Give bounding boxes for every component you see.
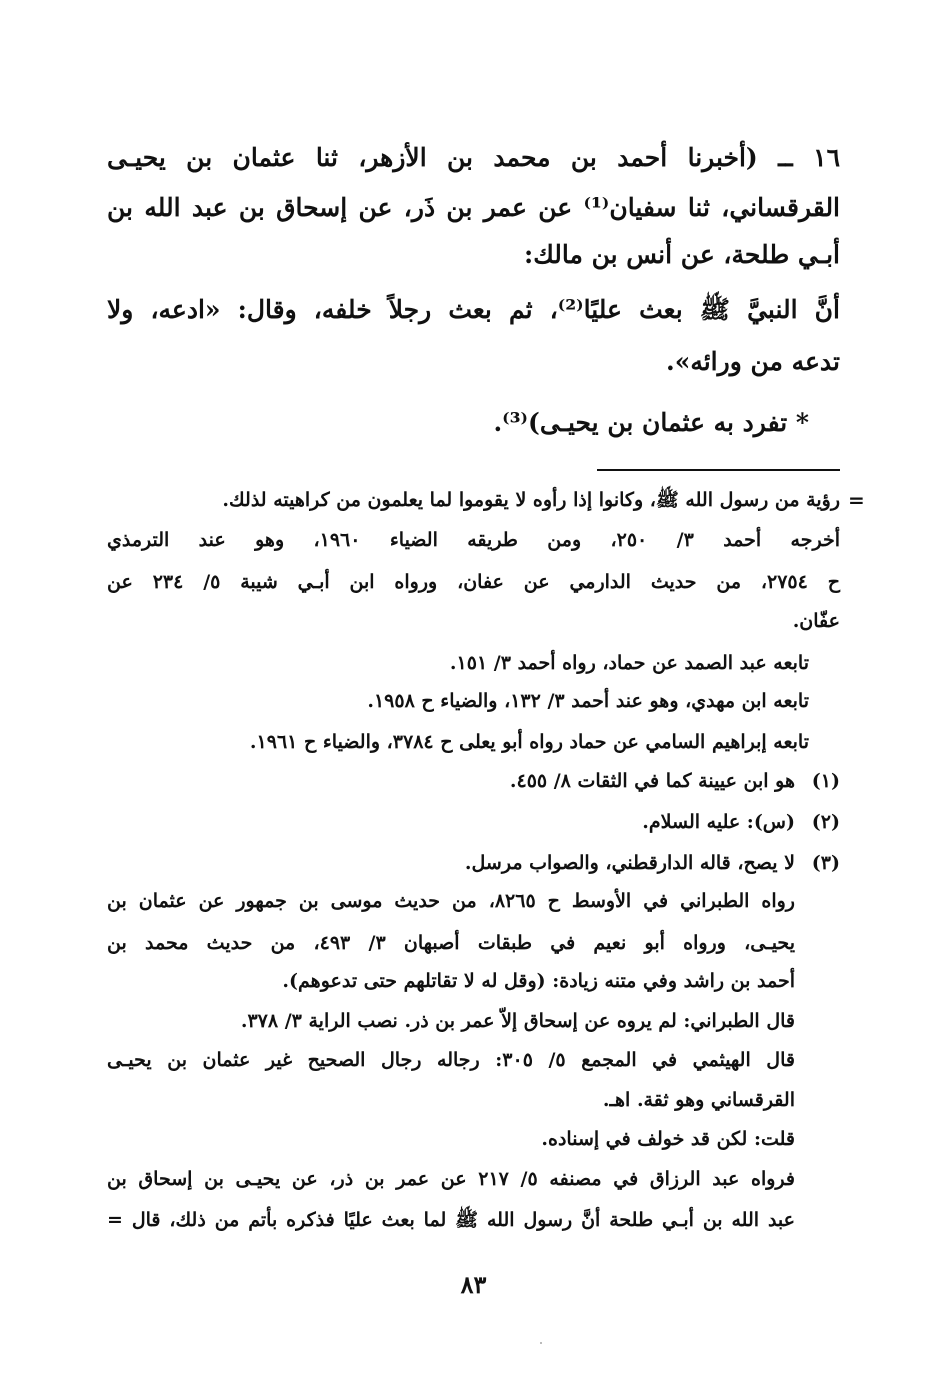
hadith-line-2: القرقساني، ثنا سفيان⁽¹⁾ عن عمر بن ذَر، عن إسحاق بن عبد الله بن (107, 193, 841, 222)
footnote-cont-line-7: تابعه إبراهيم السامي عن حماد رواه أبو يعلى ح ٣٧٨٤، والضياء ح ١٩٦١. (249, 731, 809, 753)
footnote-3-line-7: قلت: لكن قد خولف في إسناده. (541, 1128, 795, 1150)
hadith-line-4: أنَّ النبيَّ ﷺ بعث عليًا⁽²⁾، ثم بعث رجلاً خلفه، وقال: «ادعه، ولا (107, 295, 840, 324)
footnote-3-line-4: قال الطبراني: لم يروه عن إسحاق إلاّ عمر بن ذر. نصب الراية ٣/ ٣٧٨. (240, 1010, 795, 1032)
footnote-3-line-1: رواه الطبراني في الأوسط ح ٨٢٦٥، من حديث موسى بن جمهور عن عثمان بن (107, 890, 795, 912)
footnote-cont-line-3: ح ٢٧٥٤، من حديث الدارمي عن عفان، ورواه ابن أبـي شيبة ٥/ ٢٣٤ عن (107, 571, 840, 593)
footnote-cont-line-5: تابعه عبد الصمد عن حماد، رواه أحمد ٣/ ١٥١. (449, 652, 809, 674)
footnote-3-line-6: القرقساني وهو ثقة. اهـ. (602, 1089, 795, 1111)
footnote-3-line-8: فرواه عبد الرزاق في مصنفه ٥/ ٢١٧ عن عمر بن ذر، عن يحيـى بن إسحاق بن (107, 1168, 795, 1190)
footnote-text-3: لا يصح، قاله الدارقطني، والصواب مرسل. (464, 852, 795, 874)
footnote-text-2: (س): عليه السلام. (642, 811, 795, 833)
hadith-line-5: تدعه من ورائه». (665, 347, 840, 376)
footnote-3-line-5: قال الهيثمي في المجمع ٥/ ٣٠٥: رجاله رجال الصحيح غير عثمان بن يحيـى (107, 1049, 795, 1071)
footnote-number-3: (٣) (811, 852, 840, 874)
footnote-number-1: (١) (811, 770, 840, 792)
continuation-mark: = (848, 488, 865, 512)
footnote-3-line-9: عبد الله بن أبـي طلحة أنَّ رسول الله ﷺ لما بعث عليًا فذكره بأتم من ذلك، قال = (107, 1209, 795, 1231)
hadith-line-1: ١٦ ــ (أخبرنا أحمد بن محمد بن الأزهر، ثنا عثمان بن يحيـى (107, 143, 840, 172)
footnote-3-line-3: أحمد بن راشد وفي متنه زيادة: (وقل له لا تقاتلهم حتى تدعوهم). (282, 970, 795, 992)
footnote-3-line-2: يحيـى، ورواه أبو نعيم في طبقات أصبهان ٣/ ٤٩٣، من حديث محمد بن (107, 932, 795, 954)
scan-speck (540, 1342, 542, 1344)
footnote-cont-line-2: أخرجه أحمد ٣/ ٢٥٠، ومن طريقه الضياء ١٩٦٠، وهو عند الترمذي (107, 529, 840, 551)
footnote-cont-line-1: رؤية من رسول الله ﷺ، وكانوا إذا رأوه لا يقوموا لما يعلمون من كراهيته لذلك. (222, 489, 840, 511)
hadith-line-3: أبـي طلحة، عن أنس بن مالك: (523, 240, 840, 269)
footnote-divider (597, 469, 840, 471)
page-number: ٨٣ (460, 1270, 487, 1299)
hadith-line-6: * تفرد به عثمان بن يحيـى)⁽³⁾. (493, 408, 809, 437)
footnote-number-2: (٢) (811, 811, 840, 833)
footnote-text-1: هو ابن عيينة كما في الثقات ٨/ ٤٥٥. (509, 770, 795, 792)
footnote-cont-line-4: عفّان. (792, 610, 840, 632)
footnote-cont-line-6: تابعه ابن مهدي، وهو عند أحمد ٣/ ١٣٢، والضياء ح ١٩٥٨. (367, 690, 809, 712)
